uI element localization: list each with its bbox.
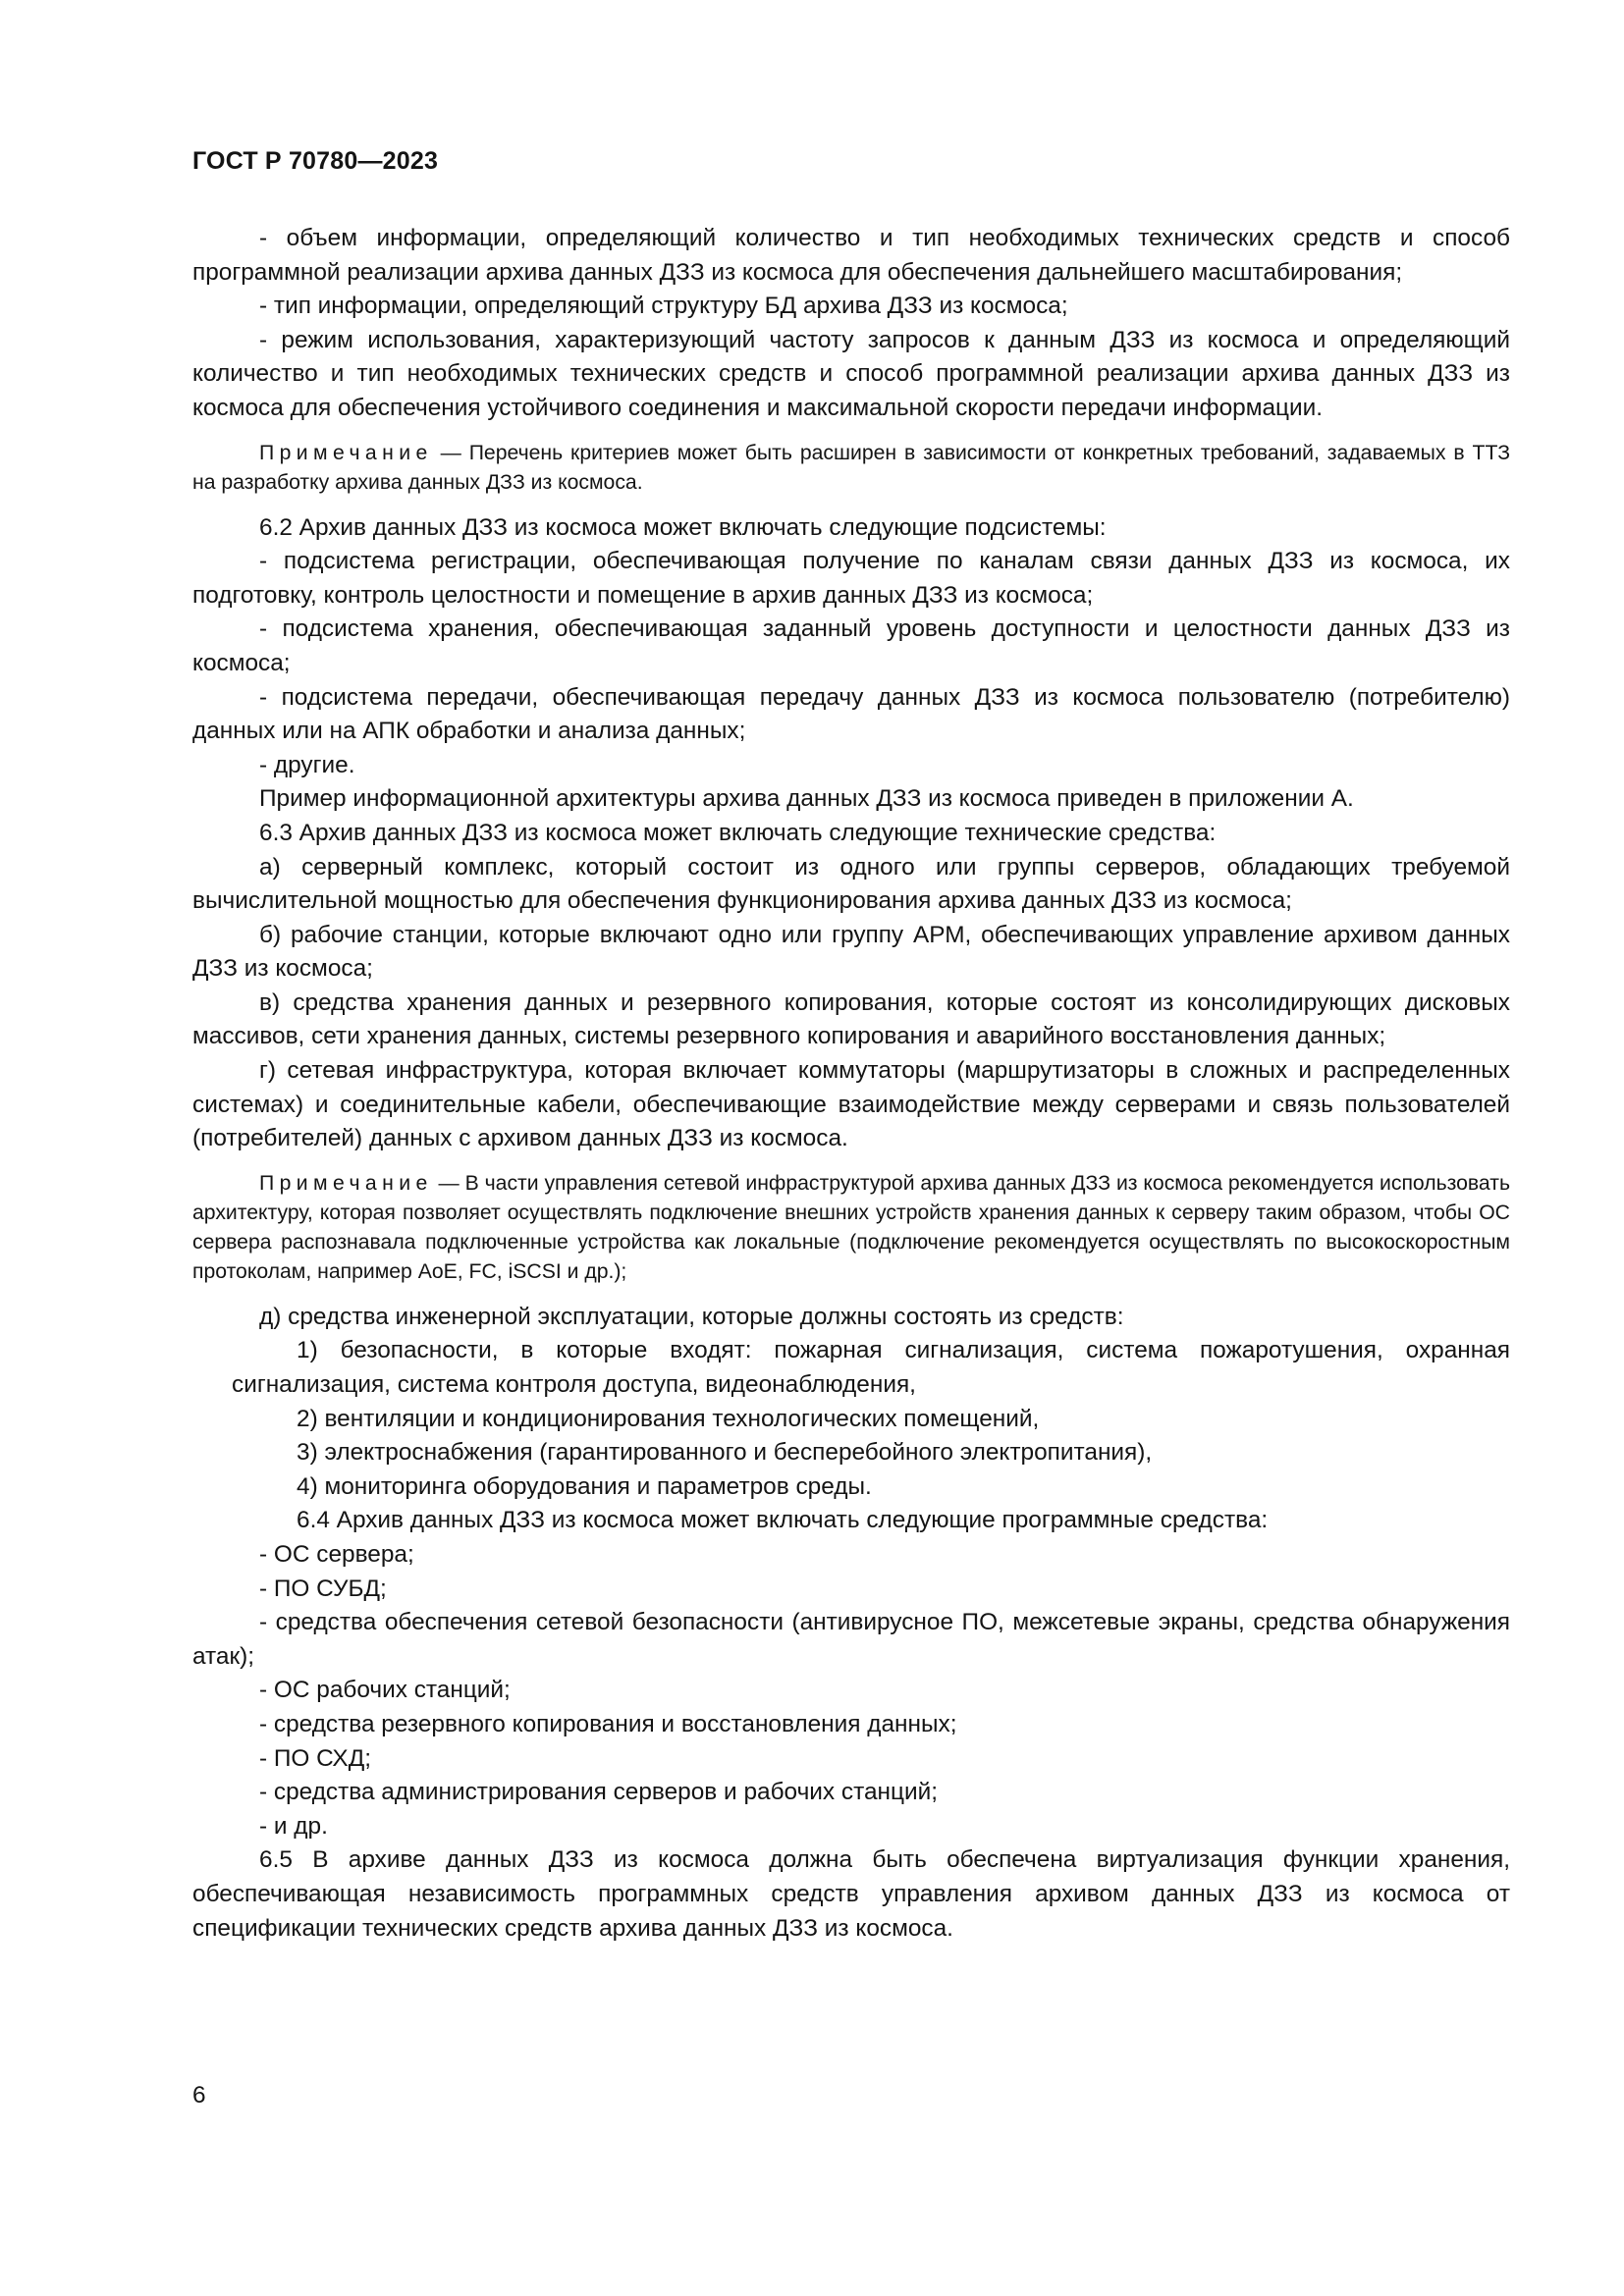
body-paragraph: г) сетевая инфраструктура, которая включает коммутаторы (маршрутизаторы в сложных и распределенных системах) и соединительные кабели, обеспечивающие взаимодействие между серверами и связь пользователей (потребителей) данных с архивом данных ДЗЗ из космоса. bbox=[192, 1057, 1510, 1152]
body-paragraph: - тип информации, определяющий структуру БД архива ДЗЗ из космоса; bbox=[259, 293, 1068, 320]
body-paragraph: 2) вентиляции и кондиционирования технологических помещений, bbox=[297, 1405, 1040, 1432]
body-paragraph: - подсистема передачи, обеспечивающая передачу данных ДЗЗ из космоса пользователю (потребителю) данных или на АПК обработки и анализа данных; bbox=[192, 683, 1510, 745]
page-number: 6 bbox=[192, 2082, 206, 2109]
body-paragraph: 1) безопасности, в которые входят: пожарная сигнализация, система пожаротушения, охранная сигнализация, система контроля доступа, видеонаблюдения, bbox=[232, 1337, 1510, 1399]
document-header: ГОСТ Р 70780—2023 bbox=[192, 147, 439, 175]
body-paragraph: б) рабочие станции, которые включают одно или группу АРМ, обеспечивающих управление архивом данных ДЗЗ из космоса; bbox=[192, 921, 1510, 983]
body-paragraph: - ПО СУБД; bbox=[259, 1575, 387, 1602]
body-paragraph: Пример информационной архитектуры архива данных ДЗЗ из космоса приведен в приложении А. bbox=[259, 785, 1354, 813]
body-paragraph: 6.5 В архиве данных ДЗЗ из космоса должна быть обеспечена виртуализация функции хранения, обеспечивающая независимость программных средств управления архивом данных ДЗЗ из космоса от спецификации технических средств архива данных ДЗЗ из космоса. bbox=[192, 1846, 1510, 1942]
body-paragraph: - режим использования, характеризующий частоту запросов к данным ДЗЗ из космоса и определяющий количество и тип необходимых технических средств и способ программной реализации архива данных ДЗЗ из космоса для обеспечения устойчивого соединения и максимальной скорости передачи информации. bbox=[192, 326, 1510, 421]
body-paragraph: в) средства хранения данных и резервного копирования, которые состоят из консолидирующих дисковых массивов, сети хранения данных, системы резервного копирования и аварийного восстановления данных; bbox=[192, 988, 1510, 1050]
body-paragraph: - ОС рабочих станций; bbox=[259, 1677, 511, 1704]
body-paragraph: а) серверный комплекс, который состоит из одного или группы серверов, обладающих требуемой вычислительной мощностью для обеспечения функционирования архива данных ДЗЗ из космоса; bbox=[192, 853, 1510, 915]
body-paragraph: 4) мониторинга оборудования и параметров среды. bbox=[297, 1472, 872, 1500]
body-paragraph: - ПО СХД; bbox=[259, 1744, 371, 1772]
body-paragraph: - ОС сервера; bbox=[259, 1541, 414, 1568]
note-label: Примечание bbox=[259, 441, 433, 464]
body-paragraph: - и др. bbox=[259, 1812, 328, 1840]
body-paragraph: - подсистема регистрации, обеспечивающая получение по каналам связи данных ДЗЗ из космоса, их подготовку, контроль целостности и помещение в архив данных ДЗЗ из космоса; bbox=[192, 548, 1510, 609]
note-paragraph bbox=[192, 1169, 1510, 1287]
note-paragraph bbox=[192, 439, 1510, 498]
note-label: Примечание bbox=[259, 1171, 433, 1195]
note-text: — В части управления сетевой инфраструктурой архива данных ДЗЗ из космоса рекомендуется использовать архитектуру, которая позволяет осуществлять подключение внешних устройств хранения данных к серверу таким образом, чтобы ОС сервера распознавала подключенные устройства как локальные (подключение рекомендуется осуществлять по высокоскоростным протоколам, например АоЕ, FC, iSCSI и др.); bbox=[192, 1171, 1510, 1283]
body-paragraph: 6.4 Архив данных ДЗЗ из космоса может включать следующие программные средства: bbox=[297, 1507, 1269, 1534]
body-paragraph: 6.3 Архив данных ДЗЗ из космоса может включать следующие технические средства: bbox=[259, 819, 1217, 846]
body-paragraph: - средства обеспечения сетевой безопасности (антивирусное ПО, межсетевые экраны, средства обнаружения атак); bbox=[192, 1609, 1510, 1670]
note-text: — Перечень критериев может быть расширен в зависимости от конкретных требований, задаваемых в ТТЗ на разработку архива данных ДЗЗ из космоса. bbox=[192, 441, 1510, 494]
body-paragraph: - подсистема хранения, обеспечивающая заданный уровень доступности и целостности данных ДЗЗ из космоса; bbox=[192, 615, 1510, 676]
body-paragraph: д) средства инженерной эксплуатации, которые должны состоять из средств: bbox=[259, 1303, 1124, 1330]
document-body bbox=[192, 222, 1510, 1946]
body-paragraph: - другие. bbox=[259, 751, 355, 778]
body-paragraph: - объем информации, определяющий количество и тип необходимых технических средств и способ программной реализации архива данных ДЗЗ из космоса для обеспечения дальнейшего масштабирования; bbox=[192, 225, 1510, 286]
body-paragraph: - средства администрирования серверов и рабочих станций; bbox=[259, 1779, 938, 1806]
body-paragraph: - средства резервного копирования и восстановления данных; bbox=[259, 1710, 957, 1737]
body-paragraph: 6.2 Архив данных ДЗЗ из космоса может включать следующие подсистемы: bbox=[259, 513, 1107, 541]
body-paragraph: 3) электроснабжения (гарантированного и бесперебойного электропитания), bbox=[297, 1439, 1153, 1467]
